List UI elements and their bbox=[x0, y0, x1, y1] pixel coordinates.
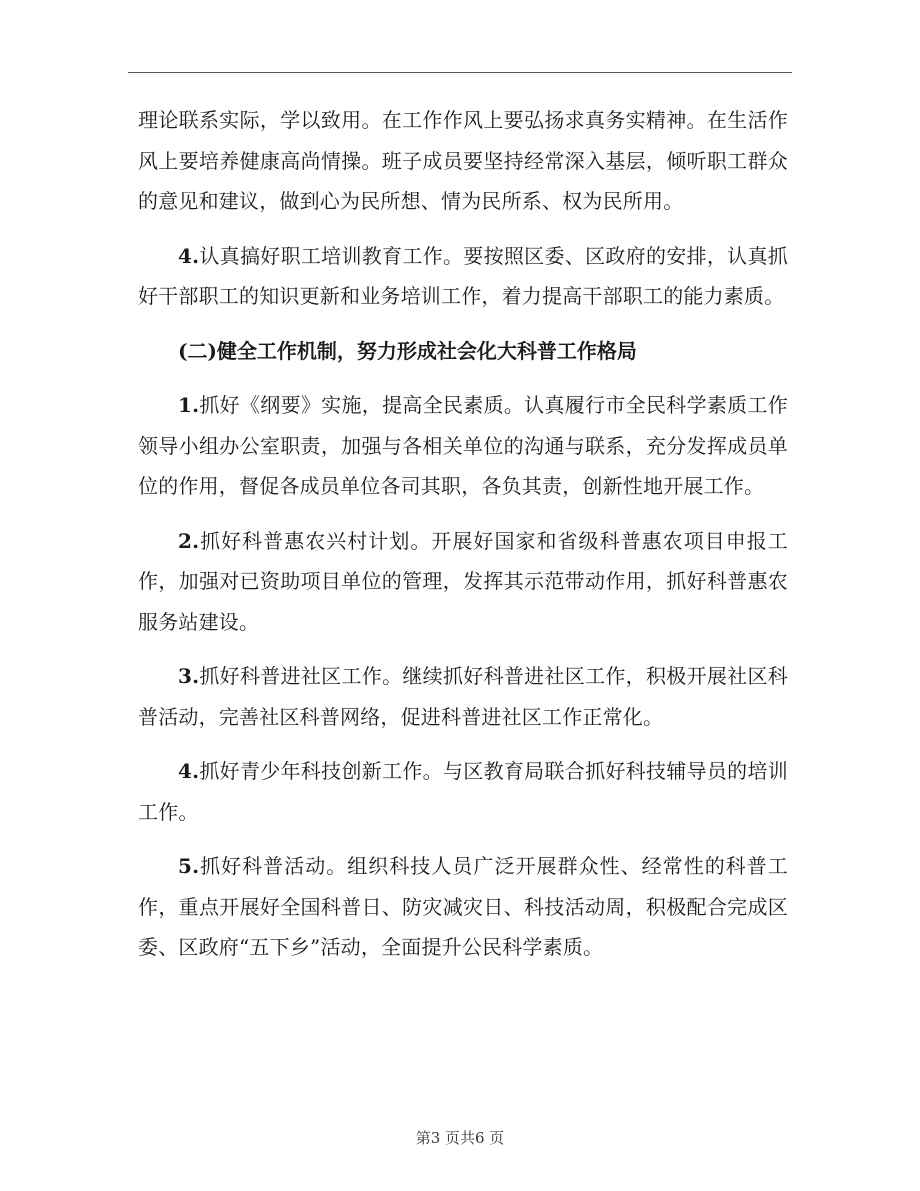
item-number: 2. bbox=[178, 528, 200, 553]
page-number-footer: 第3 页共6 页 bbox=[415, 1129, 505, 1147]
paragraph-item-2-rural bbox=[138, 521, 788, 643]
paragraph-item-1-outline bbox=[138, 385, 788, 507]
header-rule bbox=[128, 72, 792, 73]
item-number: 5. bbox=[178, 854, 200, 878]
paragraph-continuation: 理论联系实际，学以致用。在工作作风上要弘扬求真务实精神。在生活作风上要培养健康高尚情操。班子成员要坚持经常深入基层，倾听职工群众的意见和建议，做到心为民所想、情为民所系、权为民所用。 bbox=[138, 108, 788, 213]
paragraph-item-4-youth bbox=[138, 751, 788, 832]
document-body bbox=[138, 100, 788, 982]
item-number: 4. bbox=[178, 759, 200, 783]
paragraph-item-3-community bbox=[138, 656, 788, 737]
item-number: 4. bbox=[178, 243, 200, 268]
item-text: 抓好青少年科技创新工作。与区教育局联合抓好科技辅导员的培训工作。 bbox=[138, 759, 788, 824]
item-text: 抓好科普惠农兴村计划。开展好国家和省级科普惠农项目申报工作，加强对已资助项目单位的管理，发挥其示范带动作用，抓好科普惠农服务站建设。 bbox=[138, 528, 788, 634]
item-text: 抓好科普活动。组织科技人员广泛开展群众性、经常性的科普工作，重点开展好全国科普日、防灾减灾日、科技活动周，积极配合完成区委、区政府“五下乡”活动，全面提升公民科学素质。 bbox=[138, 854, 788, 959]
section-heading: (二)健全工作机制，努力形成社会化大科普工作格局 bbox=[178, 338, 637, 363]
item-number: 3. bbox=[178, 664, 200, 688]
paragraph-item-5-activities bbox=[138, 846, 788, 968]
paragraph-item-4-training bbox=[138, 236, 788, 317]
item-text: 抓好《纲要》实施，提高全民素质。认真履行市全民科学素质工作领导小组办公室职责，加强与各相关单位的沟通与联系，充分发挥成员单位的作用，督促各成员单位各司其职，各负其责，创新性地开展工作。 bbox=[138, 393, 788, 498]
item-text: 认真搞好职工培训教育工作。要按照区委、区政府的安排，认真抓好干部职工的知识更新和业务培训工作，着力提高干部职工的能力素质。 bbox=[138, 243, 788, 308]
item-number: 1. bbox=[178, 393, 200, 417]
item-text: 抓好科普进社区工作。继续抓好科普进社区工作，积极开展社区科普活动，完善社区科普网络，促进科普进社区工作正常化。 bbox=[138, 664, 788, 729]
